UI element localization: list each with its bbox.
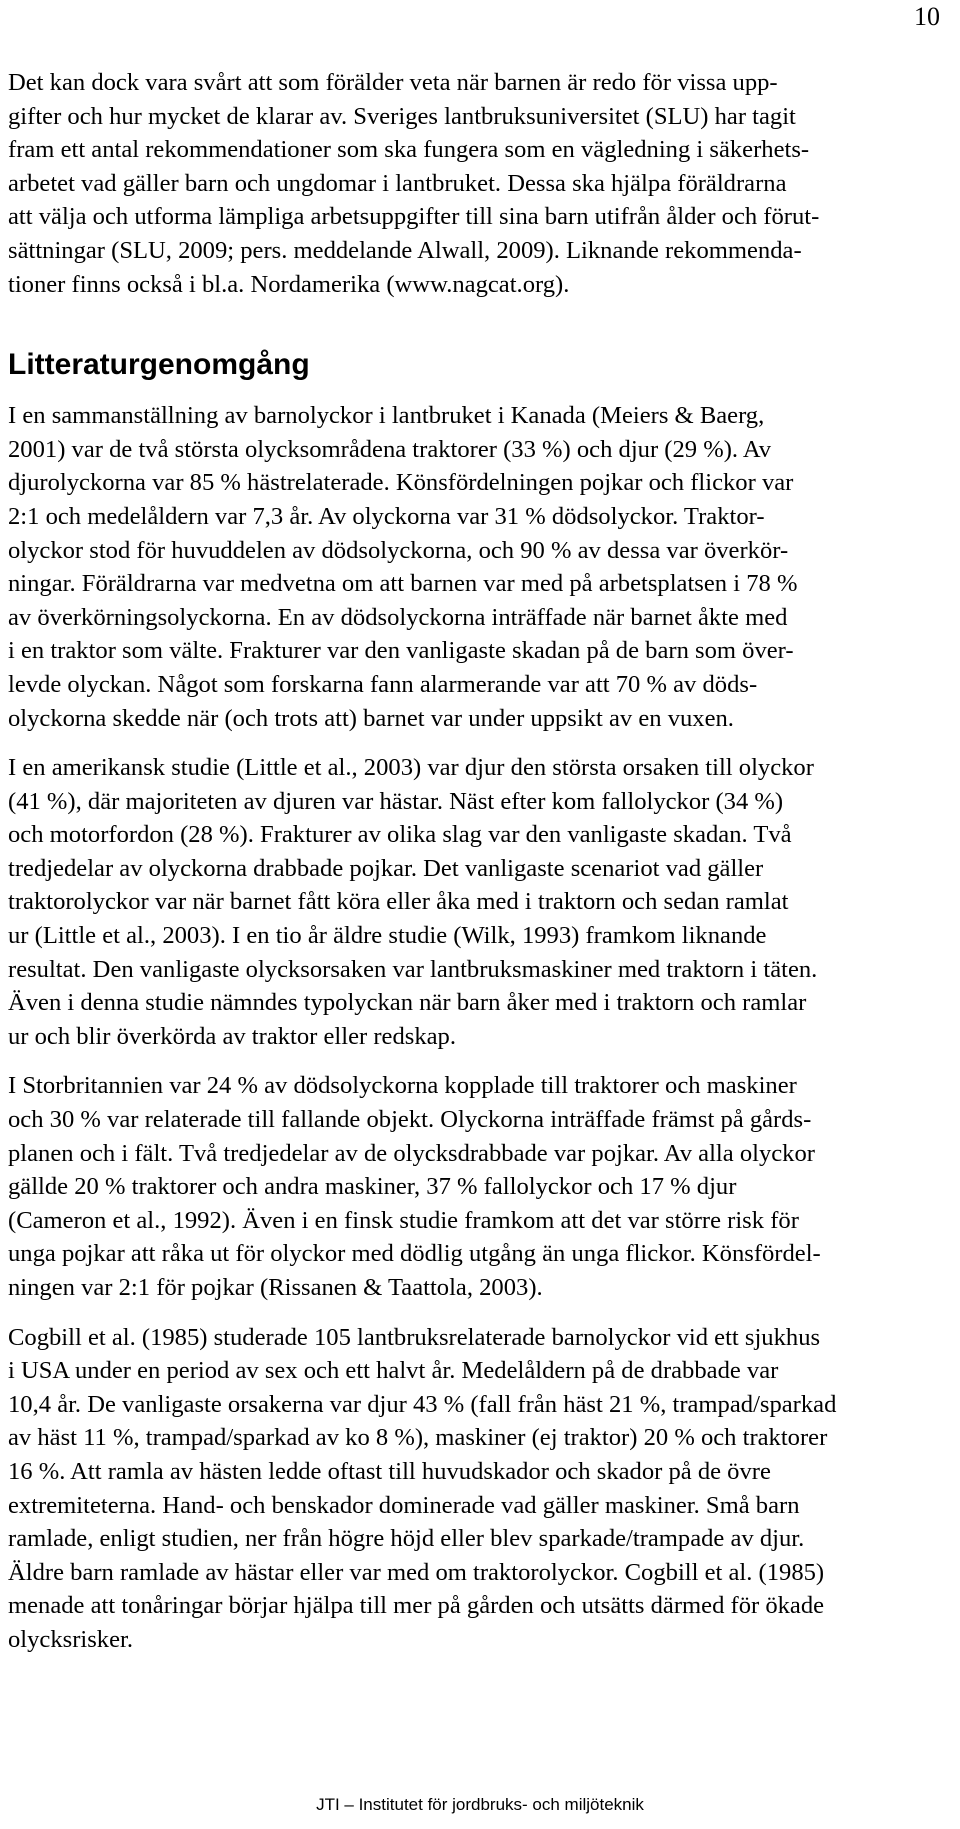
text-line: ramlade, enligt studien, ner från högre höjd eller blev sparkade/trampade av djur. — [8, 1525, 805, 1553]
text-line: av överkörningsolyckorna. En av dödsolyckorna inträffade när barnet åkte med — [8, 603, 788, 631]
text-line: olyckorna skedde när (och trots att) barnet var under uppsikt av en vuxen. — [8, 704, 734, 732]
text-line: ur (Little et al., 2003). I en tio år äldre studie (Wilk, 1993) framkom liknande — [8, 922, 767, 950]
text-line: planen och i fält. Två tredjedelar av de olycksdrabbade var pojkar. Av alla olyckor — [8, 1139, 815, 1167]
page-footer: JTI – Institutet för jordbruks- och miljöteknik — [316, 1795, 644, 1814]
text-line: av häst 11 %, trampad/sparkad av ko 8 %), maskiner (ej traktor) 20 % och traktorer — [8, 1424, 828, 1452]
text-line: arbetet vad gäller barn och ungdomar i lantbruket. Dessa ska hjälpa föräldrarna — [8, 169, 787, 197]
text-line: 10,4 år. De vanligaste orsakerna var djur 43 % (fall från häst 21 %, trampad/sparkad — [8, 1390, 837, 1418]
text-line: traktorolyckor var när barnet fått köra eller åka med i traktorn och sedan ramlat — [8, 888, 789, 916]
text-line: resultat. Den vanligaste olycksorsaken var lantbruksmaskiner med traktorn i täten. — [8, 955, 818, 983]
paragraph-uk — [8, 1069, 940, 1304]
text-line: extremiteterna. Hand- och benskador dominerade vad gäller maskiner. Små barn — [8, 1491, 800, 1519]
intro-paragraph — [8, 66, 940, 301]
text-line: (Cameron et al., 1992). Även i en finsk studie framkom att det var större risk för — [8, 1206, 799, 1234]
text-line: i USA under en period av sex och ett halvt år. Medelåldern på de drabbade var — [8, 1357, 779, 1385]
text-line: sättningar (SLU, 2009; pers. meddelande Alwall, 2009). Liknande rekommenda- — [8, 236, 802, 264]
text-line: 2:1 och medelåldern var 7,3 år. Av olyckorna var 31 % dödsolyckor. Traktor- — [8, 502, 765, 530]
text-line: Cogbill et al. (1985) studerade 105 lantbruksrelaterade barnolyckor vid ett sjukhus — [8, 1323, 821, 1351]
text-line: 2001) var de två största olycksområdena traktorer (33 %) och djur (29 %). Av — [8, 435, 772, 463]
text-line: och motorfordon (28 %). Frakturer av olika slag var den vanligaste skadan. Två — [8, 821, 792, 849]
text-line: Äldre barn ramlade av hästar eller var med om traktorolyckor. Cogbill et al. (1985) — [8, 1558, 825, 1586]
text-line: I en sammanställning av barnolyckor i lantbruket i Kanada (Meiers & Baerg, — [8, 402, 765, 430]
text-line: ur och blir överkörda av traktor eller redskap. — [8, 1022, 456, 1050]
text-line: (41 %), där majoriteten av djuren var hästar. Näst efter kom fallolyckor (34 %) — [8, 787, 784, 815]
text-line: olycksrisker. — [8, 1625, 133, 1653]
text-line: menade att tonåringar börjar hjälpa till mer på gården och utsätts därmed för ökade — [8, 1592, 825, 1620]
text-line: olyckor stod för huvuddelen av dödsolyckorna, och 90 % av dessa var överkör- — [8, 536, 789, 564]
text-line: gifter och hur mycket de klarar av. Sveriges lantbruksuniversitet (SLU) har tagit — [8, 102, 796, 130]
text-line: ningar. Föräldrarna var medvetna om att barnen var med på arbetsplatsen i 78 % — [8, 570, 798, 598]
text-line: I en amerikansk studie (Little et al., 2003) var djur den största orsaken till olyckor — [8, 754, 814, 782]
text-line: 16 %. Att ramla av hästen ledde oftast till huvudskador och skador på de övre — [8, 1457, 771, 1485]
section-heading: Litteraturgenomgång — [8, 348, 310, 382]
paragraph-canada — [8, 399, 940, 735]
paragraph-usa — [8, 751, 940, 1053]
text-line: unga pojkar att råka ut för olyckor med dödlig utgång än unga flickor. Könsfördel- — [8, 1240, 821, 1268]
paragraph-cogbill — [8, 1321, 940, 1657]
text-line: tioner finns också i bl.a. Nordamerika (www.nagcat.org). — [8, 270, 570, 298]
text-line: levde olyckan. Något som forskarna fann alarmerande var att 70 % av döds- — [8, 670, 758, 698]
text-line: Det kan dock vara svårt att som förälder veta när barnen är redo för vissa upp- — [8, 69, 778, 96]
text-line: Även i denna studie nämndes typolyckan när barn åker med i traktorn och ramlar — [8, 989, 807, 1017]
text-line: I Storbritannien var 24 % av dödsolyckorna kopplade till traktorer och maskiner — [8, 1072, 797, 1100]
text-line: gällde 20 % traktorer och andra maskiner, 37 % fallolyckor och 17 % djur — [8, 1173, 737, 1201]
document-body — [8, 66, 940, 1657]
text-line: i en traktor som välte. Frakturer var den vanligaste skadan på de barn som över- — [8, 637, 794, 665]
text-line: fram ett antal rekommendationer som ska fungera som en vägledning i säkerhets- — [8, 136, 810, 164]
text-line: och 30 % var relaterade till fallande objekt. Olyckorna inträffade främst på gårds- — [8, 1106, 812, 1134]
text-line: djurolyckorna var 85 % hästrelaterade. Könsfördelningen pojkar och flickor var — [8, 469, 794, 497]
text-line: att välja och utforma lämpliga arbetsuppgifter till sina barn utifrån ålder och förut- — [8, 203, 820, 231]
page-number: 10 — [914, 2, 940, 31]
text-line: tredjedelar av olyckorna drabbade pojkar. Det vanligaste scenariot vad gäller — [8, 854, 764, 882]
text-line: ningen var 2:1 för pojkar (Rissanen & Taattola, 2003). — [8, 1274, 543, 1301]
